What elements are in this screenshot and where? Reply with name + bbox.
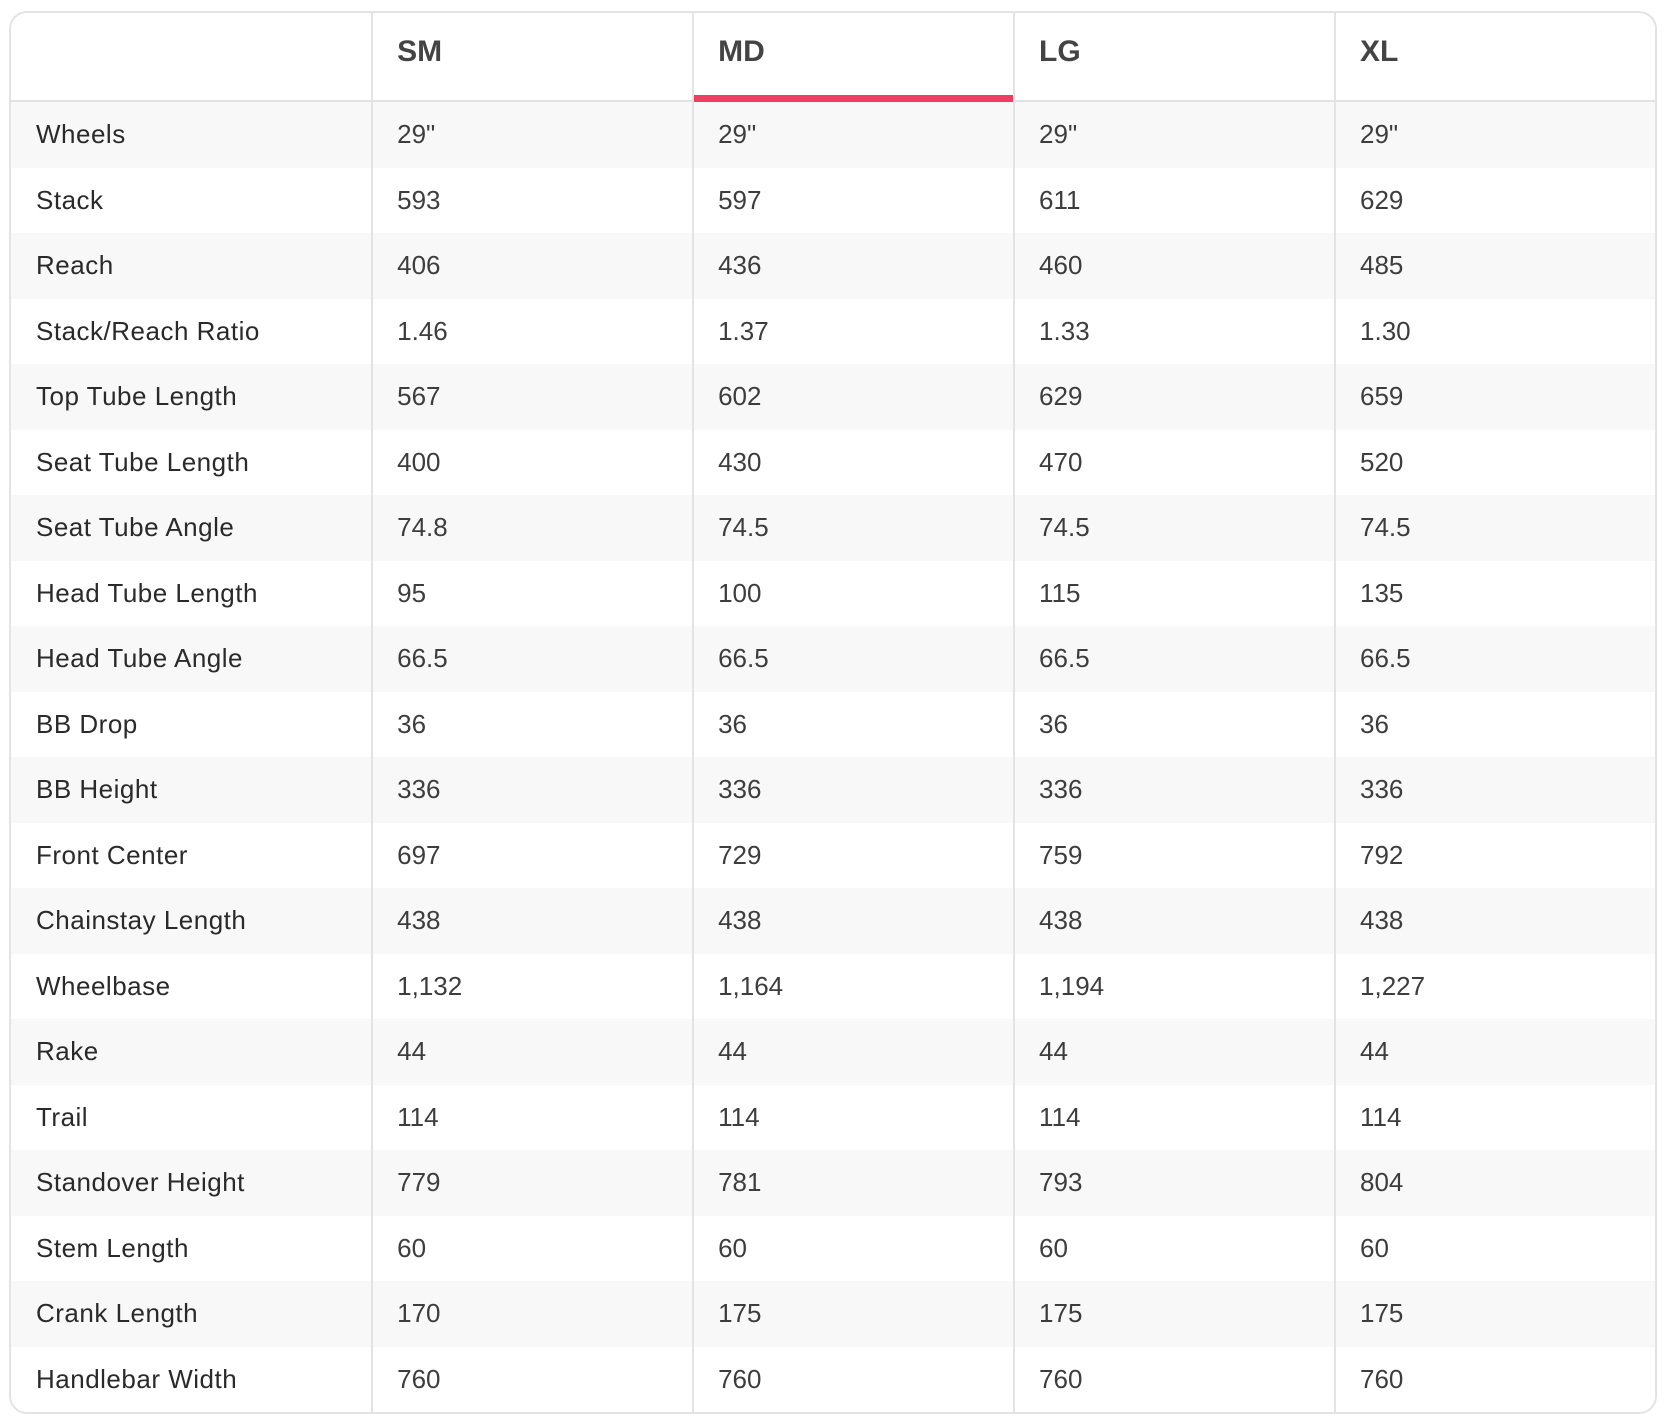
table-row: [11, 626, 1655, 692]
table-cell: 175: [1013, 1281, 1334, 1347]
size-column-header-xl[interactable]: XL: [1334, 13, 1655, 100]
table-cell: 60: [1334, 1216, 1655, 1282]
table-cell: 74.5: [1013, 495, 1334, 561]
table-cell: 114: [371, 1085, 692, 1151]
table-cell: 36: [1013, 692, 1334, 758]
row-label: Top Tube Length: [36, 381, 238, 412]
table-cell: 1,132: [371, 954, 692, 1020]
table-cell: 100: [692, 561, 1013, 627]
table-cell: 460: [1013, 233, 1334, 299]
table-cell: 602: [692, 364, 1013, 430]
row-label: Stack: [36, 184, 104, 215]
table-row: [11, 102, 1655, 168]
table-cell: 759: [1013, 823, 1334, 889]
table-cell: 95: [371, 561, 692, 627]
table-cell: 781: [692, 1150, 1013, 1216]
table-cell: 793: [1013, 1150, 1334, 1216]
row-label: Crank Length: [36, 1298, 199, 1329]
table-cell: 629: [1334, 168, 1655, 234]
row-label: Front Center: [36, 839, 188, 870]
table-cell: 114: [1334, 1085, 1655, 1151]
table-cell: 336: [692, 757, 1013, 823]
table-cell: 74.8: [371, 495, 692, 561]
table-cell: 792: [1334, 823, 1655, 889]
table-row: [11, 561, 1655, 627]
size-column-header-lg[interactable]: LG: [1013, 13, 1334, 100]
row-label: Wheelbase: [36, 970, 171, 1001]
table-header-row: [11, 13, 1655, 102]
table-cell: 629: [1013, 364, 1334, 430]
table-cell: 1.37: [692, 299, 1013, 365]
table-cell: 438: [1013, 888, 1334, 954]
table-cell: 29": [692, 102, 1013, 168]
table-cell: 44: [1334, 1019, 1655, 1085]
row-label: Reach: [36, 250, 114, 281]
table-cell: 175: [692, 1281, 1013, 1347]
table-cell: 60: [692, 1216, 1013, 1282]
table-cell: 760: [1013, 1347, 1334, 1413]
row-label: Chainstay Length: [36, 905, 247, 936]
table-row: [11, 1150, 1655, 1216]
table-cell: 438: [1334, 888, 1655, 954]
table-cell: 74.5: [692, 495, 1013, 561]
size-column-header-md[interactable]: MD: [692, 13, 1013, 100]
row-label: Seat Tube Length: [36, 446, 250, 477]
table-cell: 336: [1334, 757, 1655, 823]
row-label: Rake: [36, 1036, 99, 1067]
table-cell: 74.5: [1334, 495, 1655, 561]
header-corner-cell: [11, 13, 371, 100]
table-cell: 400: [371, 430, 692, 496]
table-cell: 1,227: [1334, 954, 1655, 1020]
table-cell: 66.5: [692, 626, 1013, 692]
row-label: Handlebar Width: [36, 1363, 238, 1394]
table-cell: 36: [371, 692, 692, 758]
table-cell: 520: [1334, 430, 1655, 496]
table-cell: 1.30: [1334, 299, 1655, 365]
table-row: [11, 168, 1655, 234]
table-row: [11, 233, 1655, 299]
size-column-header-sm[interactable]: SM: [371, 13, 692, 100]
table-cell: 336: [371, 757, 692, 823]
table-row: [11, 1019, 1655, 1085]
table-row: [11, 888, 1655, 954]
table-cell: 1,164: [692, 954, 1013, 1020]
table-cell: 436: [692, 233, 1013, 299]
table-row: [11, 954, 1655, 1020]
table-cell: 760: [692, 1347, 1013, 1413]
table-cell: 406: [371, 233, 692, 299]
table-cell: 760: [371, 1347, 692, 1413]
table-cell: 336: [1013, 757, 1334, 823]
table-cell: 597: [692, 168, 1013, 234]
table-cell: 44: [692, 1019, 1013, 1085]
table-cell: 438: [692, 888, 1013, 954]
table-cell: 567: [371, 364, 692, 430]
table-cell: 60: [1013, 1216, 1334, 1282]
table-cell: 175: [1334, 1281, 1655, 1347]
table-cell: 485: [1334, 233, 1655, 299]
table-row: [11, 430, 1655, 496]
table-row: [11, 757, 1655, 823]
row-label: Trail: [36, 1101, 89, 1132]
table-cell: 697: [371, 823, 692, 889]
table-cell: 430: [692, 430, 1013, 496]
table-cell: 729: [692, 823, 1013, 889]
table-row: [11, 1085, 1655, 1151]
table-row: [11, 495, 1655, 561]
table-cell: 29": [1334, 102, 1655, 168]
row-label: Stack/Reach Ratio: [36, 315, 260, 346]
row-label: BB Drop: [36, 708, 138, 739]
table-row: [11, 364, 1655, 430]
table-cell: 60: [371, 1216, 692, 1282]
geometry-table: [9, 11, 1657, 1414]
table-row: [11, 1281, 1655, 1347]
table-cell: 470: [1013, 430, 1334, 496]
table-cell: 779: [371, 1150, 692, 1216]
table-body: [11, 102, 1655, 1412]
table-cell: 44: [1013, 1019, 1334, 1085]
table-cell: 170: [371, 1281, 692, 1347]
table-cell: 66.5: [1013, 626, 1334, 692]
table-row: [11, 692, 1655, 758]
table-cell: 438: [371, 888, 692, 954]
table-cell: 804: [1334, 1150, 1655, 1216]
table-cell: 29": [371, 102, 692, 168]
table-cell: 36: [1334, 692, 1655, 758]
table-cell: 36: [692, 692, 1013, 758]
table-cell: 44: [371, 1019, 692, 1085]
table-cell: 593: [371, 168, 692, 234]
row-label: Wheels: [36, 119, 126, 150]
table-cell: 66.5: [1334, 626, 1655, 692]
row-label: Stem Length: [36, 1232, 189, 1263]
table-cell: 659: [1334, 364, 1655, 430]
table-cell: 611: [1013, 168, 1334, 234]
table-row: [11, 1216, 1655, 1282]
row-label: Seat Tube Angle: [36, 512, 235, 543]
table-cell: 1.33: [1013, 299, 1334, 365]
table-cell: 29": [1013, 102, 1334, 168]
table-row: [11, 299, 1655, 365]
row-label: Standover Height: [36, 1167, 245, 1198]
table-cell: 1.46: [371, 299, 692, 365]
table-cell: 114: [692, 1085, 1013, 1151]
table-cell: 760: [1334, 1347, 1655, 1413]
row-label: Head Tube Angle: [36, 643, 243, 674]
table-cell: 66.5: [371, 626, 692, 692]
table-cell: 114: [1013, 1085, 1334, 1151]
table-cell: 135: [1334, 561, 1655, 627]
table-row: [11, 823, 1655, 889]
table-cell: 1,194: [1013, 954, 1334, 1020]
table-cell: 115: [1013, 561, 1334, 627]
row-label: BB Height: [36, 774, 158, 805]
table-row: [11, 1347, 1655, 1413]
row-label: Head Tube Length: [36, 577, 258, 608]
